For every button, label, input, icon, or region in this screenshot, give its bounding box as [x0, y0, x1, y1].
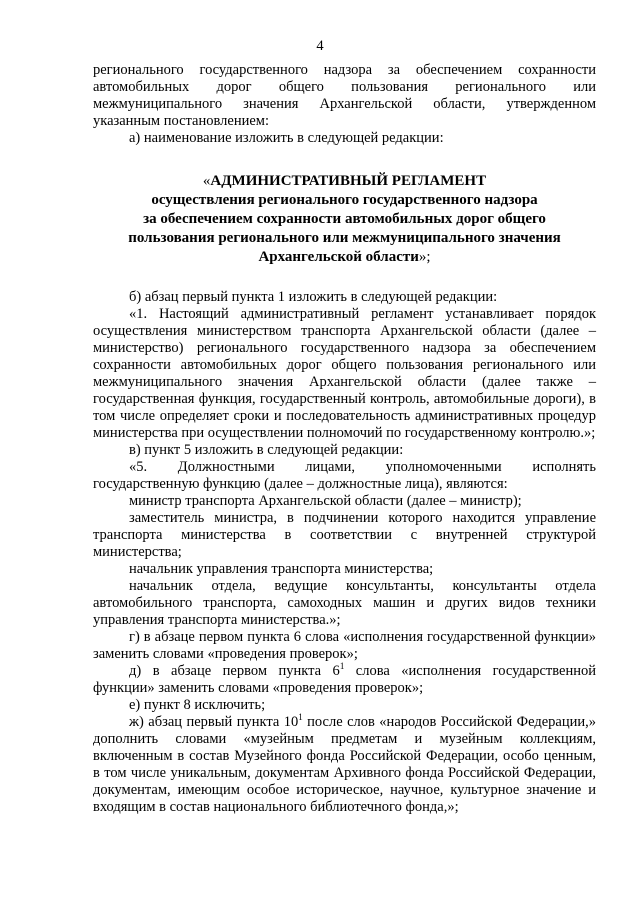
title-close: »;	[418, 249, 431, 265]
item-a: а) наименование изложить в следующей редакции:	[129, 130, 444, 146]
intro-paragraph: регионального государственного надзора за обеспечением сохранности автомобильных дорог общего пользования регионального или межмуниципального значения Архангельской области, утвержденном указанным постановлением:	[93, 62, 596, 129]
item-zh-after: после слов «народов Российской Федерации,» дополнить словами «музейным предметам и музейным коллекциям, включенным в состав Музейного фонда Российской Федерации, особо ценным, в том числе уникальным, документам Архивного фонда Российской Федерации, документам, имеющим особое историческое, научное, культурное значение и входящим в состав национального библиотечного фонда,»;	[93, 714, 597, 815]
title-open-quote: «	[202, 173, 211, 189]
title-line-5: Архангельской области	[258, 249, 419, 265]
item-b: б) абзац первый пункта 1 изложить в следующей редакции:	[129, 289, 498, 305]
item-g: г) в абзаце первом пункта 6 слова «исполнения государственной функции» заменить словами «проведения проверок»;	[93, 629, 596, 662]
page-number: 4	[316, 38, 324, 54]
item-zh-superscript: 1	[298, 712, 303, 722]
item-zh-before: ж) абзац первый пункта 10	[129, 714, 299, 730]
point-5-text: «5. Должностными лицами, уполномоченными исполнять государственную функцию (далее – должностные лица), являются:	[93, 459, 596, 492]
official-deputy-minister: заместитель министра, в подчинении которого находится управление транспорта министерства в соответствии с внутренней структурой министерства;	[93, 510, 596, 560]
item-d-after: слова «исполнения государственной функции» заменить словами «проведения проверок»;	[93, 663, 596, 696]
item-zh	[93, 714, 596, 816]
item-e: е) пункт 8 исключить;	[129, 697, 266, 713]
title-line-4: пользования регионального или межмуниципального значения	[128, 230, 561, 246]
point-1-text: «1. Настоящий административный регламент устанавливает порядок осуществления министерством транспорта Архангельской области (далее – министерство) регионального государственного надзора за обеспечением сохранности автомобильных дорог общего пользования регионального или межмуниципального значения Архангельской области (далее также – государственная функция, государственный контроль, автомобильные дороги), в том числе определяет сроки и последовательность административных процедур министерства при осуществлении полномочий по государственному контролю.»;	[93, 306, 596, 441]
title-line-2: осуществления регионального государственного надзора	[151, 192, 538, 208]
title-line-1: АДМИНИСТРАТИВНЫЙ РЕГЛАМЕНТ	[210, 173, 487, 189]
item-d-superscript: 1	[339, 661, 345, 671]
item-v: в) пункт 5 изложить в следующей редакции:	[129, 442, 404, 458]
official-minister: министр транспорта Архангельской области (далее – министр);	[129, 493, 522, 509]
title-line-3: за обеспечением сохранности автомобильных дорог общего	[143, 211, 546, 227]
official-head-of-department: начальник управления транспорта министерства;	[129, 561, 434, 577]
official-section-staff: начальник отдела, ведущие консультанты, консультанты отдела автомобильного транспорта, самоходных машин и других видов техники управления транспорта министерства.»;	[93, 578, 596, 628]
item-d-before: д) в абзаце первом пункта 6	[129, 663, 340, 679]
regulation-title	[93, 172, 596, 267]
item-d	[93, 663, 596, 697]
document-body	[93, 62, 596, 816]
